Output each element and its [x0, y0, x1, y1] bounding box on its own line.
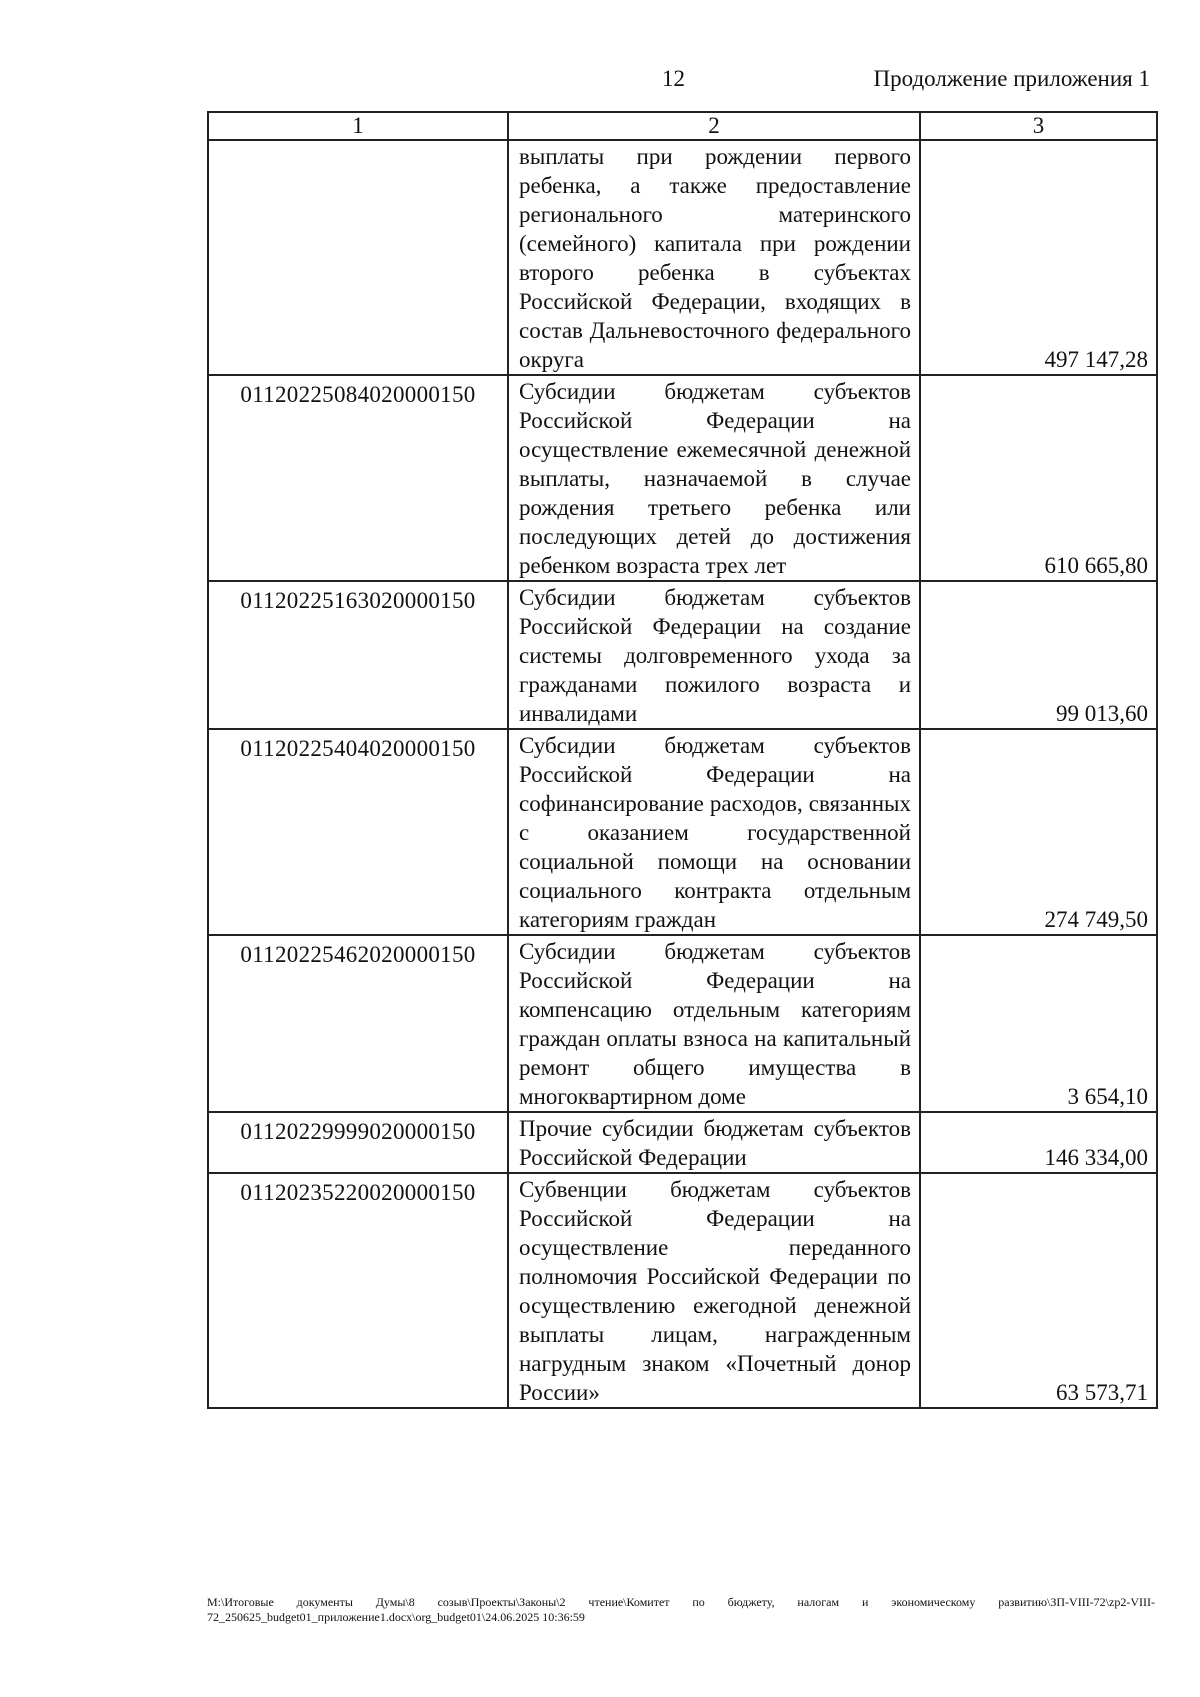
- description-cell: [508, 1173, 920, 1408]
- code-cell: [208, 729, 508, 935]
- amount-cell: [920, 375, 1157, 581]
- budget-description: Субсидии бюджетам субъектов Российской Федерации на создание системы долговременного ухода за гражданами пожилого возраста и инвалидами: [519, 585, 911, 726]
- budget-amount: 146 334,00: [1044, 1145, 1148, 1170]
- code-cell: [208, 375, 508, 581]
- table-row: [208, 729, 1157, 935]
- amount-cell: [920, 581, 1157, 729]
- amount-cell: [920, 729, 1157, 935]
- budget-code: 01120235220020000150: [240, 1180, 476, 1205]
- code-cell: [208, 935, 508, 1112]
- budget-table: [207, 111, 1158, 1409]
- budget-description: Субсидии бюджетам субъектов Российской Федерации на компенсацию отдельным категориям граждан оплаты взноса на капитальный ремонт общего имущества в многоквартирном доме: [519, 939, 911, 1109]
- description-cell: [508, 140, 920, 375]
- code-cell: [208, 1112, 508, 1173]
- budget-code: 01120225163020000150: [240, 588, 476, 613]
- budget-amount: 99 013,60: [1056, 701, 1148, 726]
- column-header: 2: [508, 112, 920, 140]
- description-cell: [508, 1112, 920, 1173]
- budget-description: выплаты при рождении первого ребенка, а также предоставление регионального материнского (семейного) капитала при рождении второго ребенка в субъектах Российской Федерации, входящих в состав Дальневосточного федерального округа: [519, 144, 911, 372]
- budget-code: 01120225462020000150: [240, 942, 476, 967]
- code-cell: [208, 140, 508, 375]
- budget-code: 01120225404020000150: [240, 736, 476, 761]
- table-row: [208, 375, 1157, 581]
- amount-cell: [920, 140, 1157, 375]
- code-cell: [208, 1173, 508, 1408]
- budget-amount: 63 573,71: [1056, 1380, 1148, 1405]
- budget-code: [209, 141, 507, 145]
- budget-amount: 274 749,50: [1044, 907, 1148, 932]
- page-number: 12: [662, 66, 685, 91]
- amount-cell: [920, 1112, 1157, 1173]
- description-cell: [508, 375, 920, 581]
- budget-description: Субсидии бюджетам субъектов Российской Федерации на софинансирование расходов, связанных с оказанием государственной социальной помощи на основании социального контракта отдельным категориям граждан: [519, 733, 911, 932]
- description-cell: [508, 581, 920, 729]
- budget-description: Субсидии бюджетам субъектов Российской Федерации на осуществление ежемесячной денежной выплаты, назначаемой в случае рождения третьего ребенка или последующих детей до достижения ребенком возраста трех лет: [519, 379, 911, 578]
- table-row: [208, 935, 1157, 1112]
- amount-cell: [920, 1173, 1157, 1408]
- budget-amount: 497 147,28: [1044, 347, 1148, 372]
- table-row: [208, 140, 1157, 375]
- table-header-row: [208, 112, 1157, 140]
- budget-amount: 3 654,10: [1067, 1084, 1148, 1109]
- code-cell: [208, 581, 508, 729]
- budget-description: Субвенции бюджетам субъектов Российской Федерации на осуществление переданного полномочия Российской Федерации по осуществлению ежегодной денежной выплаты лицам, награжденным нагрудным знаком «Почетный донор России»: [519, 1177, 911, 1405]
- continuation-title: Продолжение приложения 1: [873, 66, 1150, 91]
- table-row: [208, 1112, 1157, 1173]
- column-header: 3: [920, 112, 1157, 140]
- description-cell: [508, 729, 920, 935]
- table-row: [208, 1173, 1157, 1408]
- budget-description: Прочие субсидии бюджетам субъектов Российской Федерации: [519, 1116, 911, 1170]
- description-cell: [508, 935, 920, 1112]
- budget-code: 01120225084020000150: [240, 382, 476, 407]
- file-path-footer: M:\Итоговые документы Думы\8 созыв\Проекты\Законы\2 чтение\Комитет по бюджету, налогам и экономическому развитию\ЗП-VIII-72\zp2-VIII-72_250625_budget01_приложение1.docx\org_budget01\24.06.2025 10:36:59: [207, 1595, 1155, 1624]
- budget-amount: 610 665,80: [1044, 553, 1148, 578]
- table-row: [208, 581, 1157, 729]
- budget-code: 01120229999020000150: [240, 1119, 476, 1144]
- amount-cell: [920, 935, 1157, 1112]
- column-header: 1: [208, 112, 508, 140]
